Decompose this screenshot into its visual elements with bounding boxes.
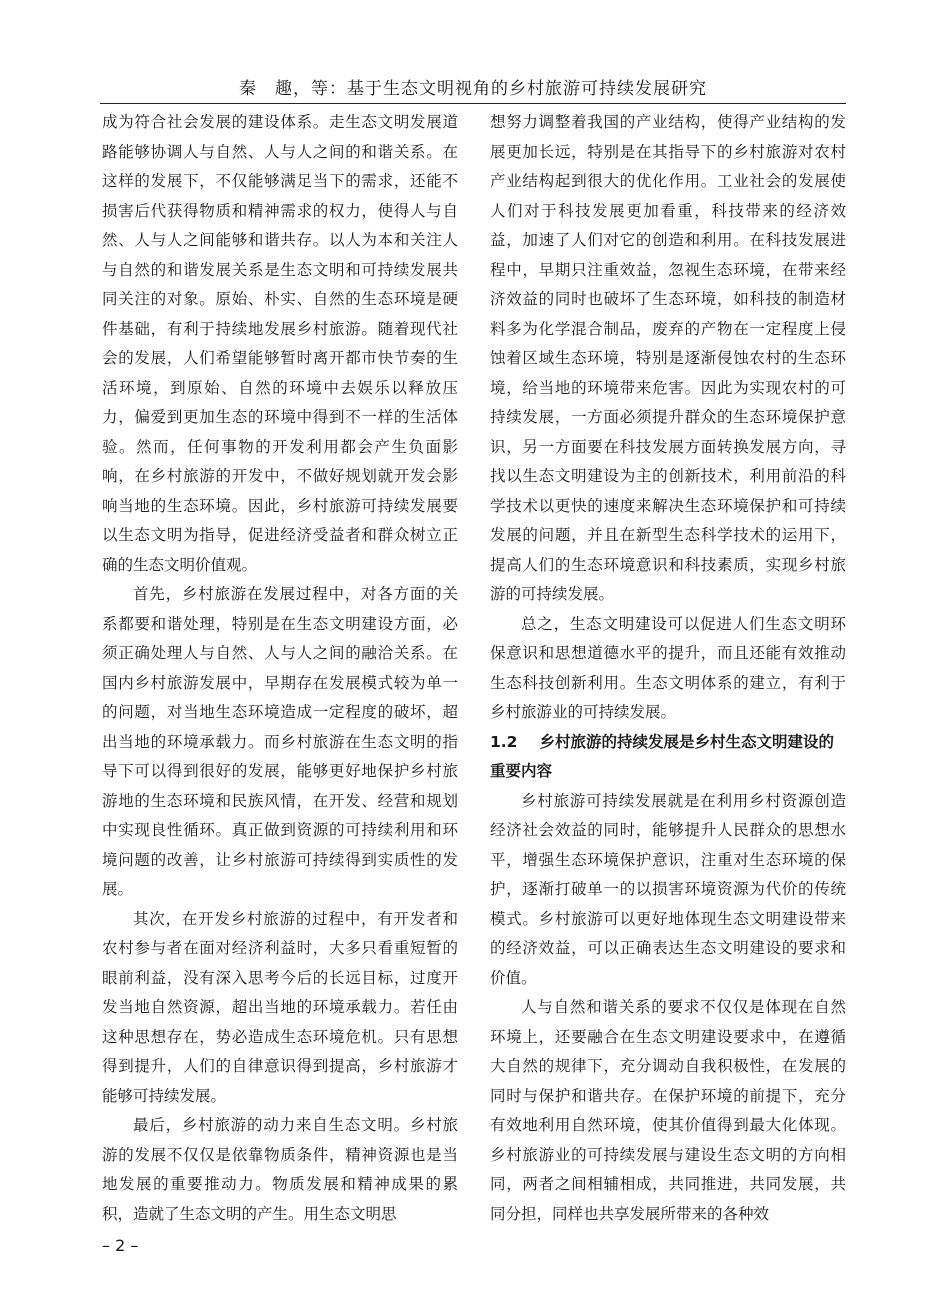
page-number: – 2 – bbox=[102, 1236, 139, 1255]
paragraph-first: 首先，乡村旅游在发展过程中，对各方面的关系都要和谐处理，特别是在生态文明建设方面，必须正确处理人与自然、人与人之间的融洽关系。在国内乡村旅游发展中，早期存在发展模式较为单一的问题，对当地生态环境造成一定程度的破坏，超出当地的环境承载力。而乡村旅游在生态文明的指导下可以得到很好的发展，能够更好地保护乡村旅游地的生态环境和民族风情，在开发、经营和规划中实现良性循环。真正做到资源的可持续利用和环境问题的改善，让乡村旅游可持续得到实质性的发展。 bbox=[102, 585, 458, 898]
paragraph-section-1: 乡村旅游可持续发展就是在利用乡村资源创造经济社会效益的同时，能够提升人民群众的思想水平，增强生态环境保护意识，注重对生态环境的保护，逐渐打破单一的以损害环境资源为代价的传统模式。乡村旅游可以更好地体现生态文明建设带来的经济效益，可以正确表达生态文明建设的要求和价值。 bbox=[490, 791, 846, 987]
paragraph-second: 其次，在开发乡村旅游的过程中，有开发者和农村参与者在面对经济利益时，大多只看重短暂的眼前利益，没有深入思考今后的长远目标，过度开发当地自然资源，超出当地的环境承载力。若任由这种思想存在，势必造成生态环境危机。只有思想得到提升，人们的自律意识得到提高，乡村旅游才能够可持续发展。 bbox=[102, 909, 458, 1105]
running-title: 秦 趣，等：基于生态文明视角的乡村旅游可持续发展研究 bbox=[239, 79, 707, 99]
section-title: 乡村旅游的持续发展是乡村生态文明建设的重要内容 bbox=[490, 732, 834, 780]
paragraph-continuation: 成为符合社会发展的建设体系。走生态文明发展道路能够协调人与自然、人与人之间的和谐关系。在这样的发展下，不仅能够满足当下的需求，还能不损害后代获得物质和精神需求的权力，使得人与自然、人与人之间能够和谐共存。以人为本和关注人与自然的和谐发展关系是生态文明和可持续发展共同关注的对象。原始、朴实、自然的生态环境是硬件基础，有利于持续地发展乡村旅游。随着现代社会的发展，人们希望能够暂时离开都市快节奏的生活环境，到原始、自然的环境中去娱乐以释放压力，偏爱到更加生态的环境中得到不一样的生活体验。然而，任何事物的开发利用都会产生负面影响，在乡村旅游的开发中，不做好规划就开发会影响当地的生态环境。因此，乡村旅游可持续发展要以生态文明为指导，促进经济受益者和群众树立正确的生态文明价值观。 bbox=[102, 113, 458, 574]
paragraph-last: 最后，乡村旅游的动力来自生态文明。乡村旅游的发展不仅仅是依靠物质条件，精神资源也是当地发展的重要推动力。物质发展和精神成果的累积，造就了生态文明的产生。用生态文明思 bbox=[102, 1116, 458, 1223]
paragraph-continuation: 想努力调整着我国的产业结构，使得产业结构的发展更加长远，特别是在其指导下的乡村旅游对农村产业结构起到很大的优化作用。工业社会的发展使人们对于科技发展更加看重，科技带来的经济效益，加速了人们对它的创造和利用。在科技发展进程中，早期只注重效益，忽视生态环境，在带来经济效益的同时也破坏了生态环境，如科技的制造材料多为化学混合制品，废弃的产物在一定程度上侵蚀着区域生态环境，特别是逐渐侵蚀农村的生态环境，给当地的环境带来危害。因此为实现农村的可持续发展，一方面必须提升群众的生态环境保护意识，另一方面要在科技发展方面转换发展方向，寻找以生态文明建设为主的创新技术，利用前沿的科学技术以更快的速度来解决生态环境保护和可持续发展的问题，并且在新型生态科学技术的运用下，提高人们的生态环境意识和科技素质，实现乡村旅游的可持续发展。 bbox=[490, 113, 846, 603]
right-column bbox=[490, 108, 846, 1229]
section-heading bbox=[490, 728, 846, 787]
header-rule bbox=[100, 103, 846, 104]
section-number: 1.2 bbox=[490, 732, 518, 751]
paragraph-summary: 总之，生态文明建设可以促进人们生态文明环保意识和思想道德水平的提升，而且还能有效推动生态科技创新利用。生态文明体系的建立，有利于乡村旅游业的可持续发展。 bbox=[490, 614, 846, 721]
paragraph-section-2: 人与自然和谐关系的要求不仅仅是体现在自然环境上，还要融合在生态文明建设要求中，在遵循大自然的规律下，充分调动自我积极性，在发展的同时与保护和谐共存。在保护环境的前提下，充分有效地利用自然环境，使其价值得到最大化体现。乡村旅游业的可持续发展与建设生态文明的方向相同，两者之间相辅相成，共同推进，共同发展，共同分担，同样也共享发展所带来的各种效 bbox=[490, 998, 846, 1223]
left-column bbox=[102, 108, 458, 1229]
